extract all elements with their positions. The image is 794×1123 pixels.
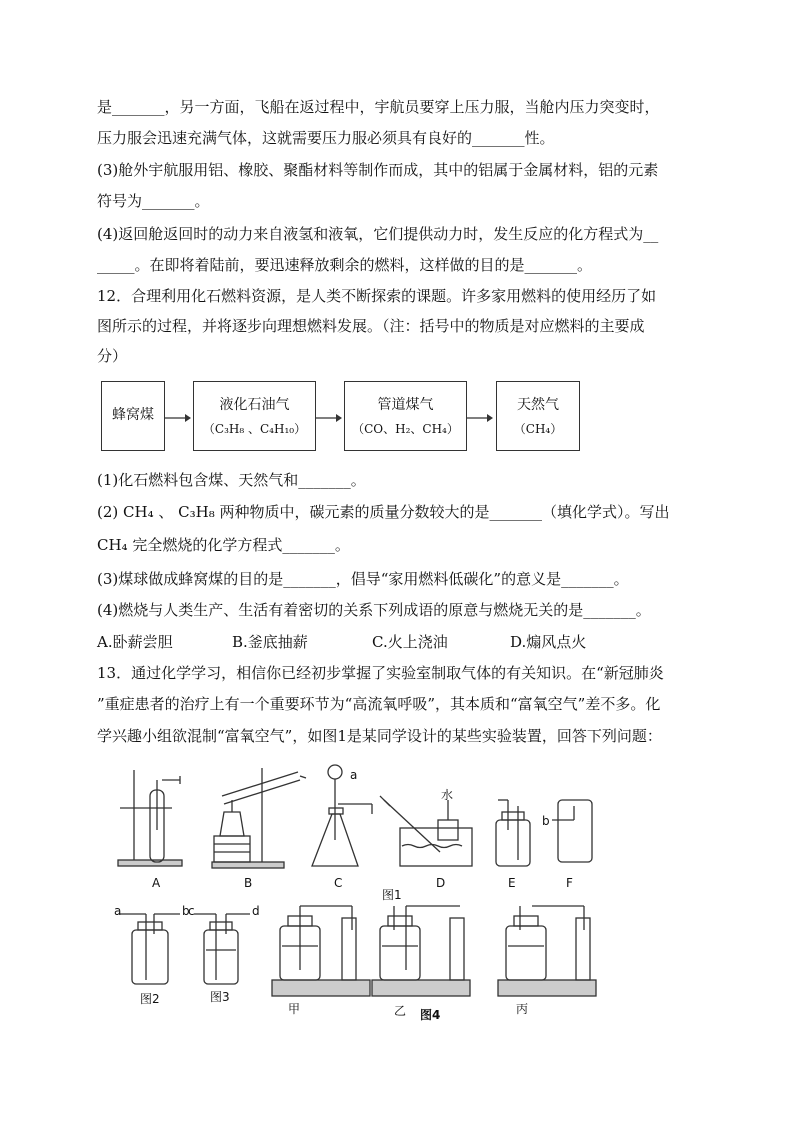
caption-yi: 乙 xyxy=(394,1004,407,1018)
apparatus-a xyxy=(118,770,182,866)
text-line: 符号为_______。 xyxy=(97,192,210,210)
label-a: A xyxy=(152,876,161,890)
text-line: 是_______，另一方面，飞船在返过程中，宇航员要穿上压力服，当舱内压力突变时， xyxy=(97,98,660,116)
label-f: F xyxy=(566,876,573,890)
apparatus-c xyxy=(312,765,372,866)
caption-fig2: 图2 xyxy=(140,992,160,1006)
flow-box-honeycomb-coal: 蜂窝煤 xyxy=(101,381,165,451)
caption-fig3: 图3 xyxy=(210,990,230,1004)
text-line: 学兴趣小组欲混制“富氧空气”，如图1是某同学设计的某些实验装置，回答下列问题： xyxy=(97,727,662,745)
text-line: _____。在即将着陆前，要迅速释放剩余的燃料，这样做的目的是_______。 xyxy=(97,256,593,274)
text-line: (3)舱外宇航服用铝、橡胶、聚酯材料等制作而成，其中的铝属于金属材料，铝的元素 xyxy=(97,161,659,179)
label-fig2-a: a xyxy=(114,904,122,918)
fig4-bing xyxy=(498,906,596,996)
fig4-yi xyxy=(372,906,470,996)
fig3-bottle xyxy=(194,914,250,984)
text-line: CH₄ 完全燃烧的化学方程式_______。 xyxy=(97,536,350,554)
apparatus-f xyxy=(552,800,592,862)
label-water: 水 xyxy=(441,788,454,802)
label-d: D xyxy=(436,876,446,890)
caption-fig1: 图1 xyxy=(382,888,402,902)
text-line: ”重症患者的治疗上有一个重要环节为“高流氧呼吸”，其本质和“富氧空气”差不多。化 xyxy=(97,695,661,713)
text-line: 图所示的过程，并将逐步向理想燃料发展。（注：括号中的物质是对应燃料的主要成 xyxy=(97,317,645,335)
option-c: C.火上浇油 xyxy=(372,633,448,651)
label-fig2-b: b xyxy=(182,904,190,918)
text-line: (4)燃烧与人类生产、生活有着密切的关系下列成语的原意与燃烧无关的是_______。 xyxy=(97,601,651,619)
apparatus-e xyxy=(496,800,530,866)
label-c: C xyxy=(334,876,343,890)
fig4-jia xyxy=(272,906,370,996)
label-e: E xyxy=(508,876,516,890)
apparatus-d xyxy=(380,796,472,866)
question-12: 12．合理利用化石燃料资源，是人类不断探索的课题。许多家用燃料的使用经历了如 xyxy=(97,287,657,305)
label-tube-b: b xyxy=(542,814,550,828)
flow-box-lpg: 液化石油气 （C₃H₈ 、C₄H₁₀） xyxy=(193,381,316,451)
option-b: B.釜底抽薪 xyxy=(232,633,308,651)
question-13: 13．通过化学学习，相信你已经初步掌握了实验室制取气体的有关知识。在“新冠肺炎 xyxy=(97,664,664,682)
text-line: (4)返回舱返回时的动力来自液氢和液氧，它们提供动力时，发生反应的化方程式为__ xyxy=(97,225,659,243)
label-fig3-c: c xyxy=(188,904,195,918)
text-line: 分） xyxy=(97,347,128,365)
text-line: (1)化石燃料包含煤、天然气和_______。 xyxy=(97,471,366,489)
apparatus-b xyxy=(212,768,306,868)
label-fig3-d: d xyxy=(252,904,260,918)
text-line: 压力服会迅速充满气体，这就需要压力服必须具有良好的_______性。 xyxy=(97,129,555,147)
flow-box-pipeline-gas: 管道煤气 （CO、H₂、CH₄） xyxy=(344,381,467,451)
caption-jia: 甲 xyxy=(288,1002,301,1016)
text-line: (3)煤球做成蜂窝煤的目的是_______，倡导“家用燃料低碳化”的意义是_______。 xyxy=(97,570,629,588)
fig2-bottle xyxy=(120,914,180,984)
flow-box-natural-gas: 天然气 （CH₄） xyxy=(496,381,580,451)
caption-fig4: 图4 xyxy=(420,1008,441,1022)
label-b: B xyxy=(244,876,253,890)
label-tube-a: a xyxy=(350,768,358,782)
option-d: D.煽风点火 xyxy=(510,633,587,651)
caption-bing: 丙 xyxy=(516,1002,529,1016)
text-line: (2) CH₄ 、 C₃H₈ 两种物质中，碳元素的质量分数较大的是_______（填化学式）。写出 xyxy=(97,503,670,521)
option-a: A.卧薪尝胆 xyxy=(97,633,173,651)
